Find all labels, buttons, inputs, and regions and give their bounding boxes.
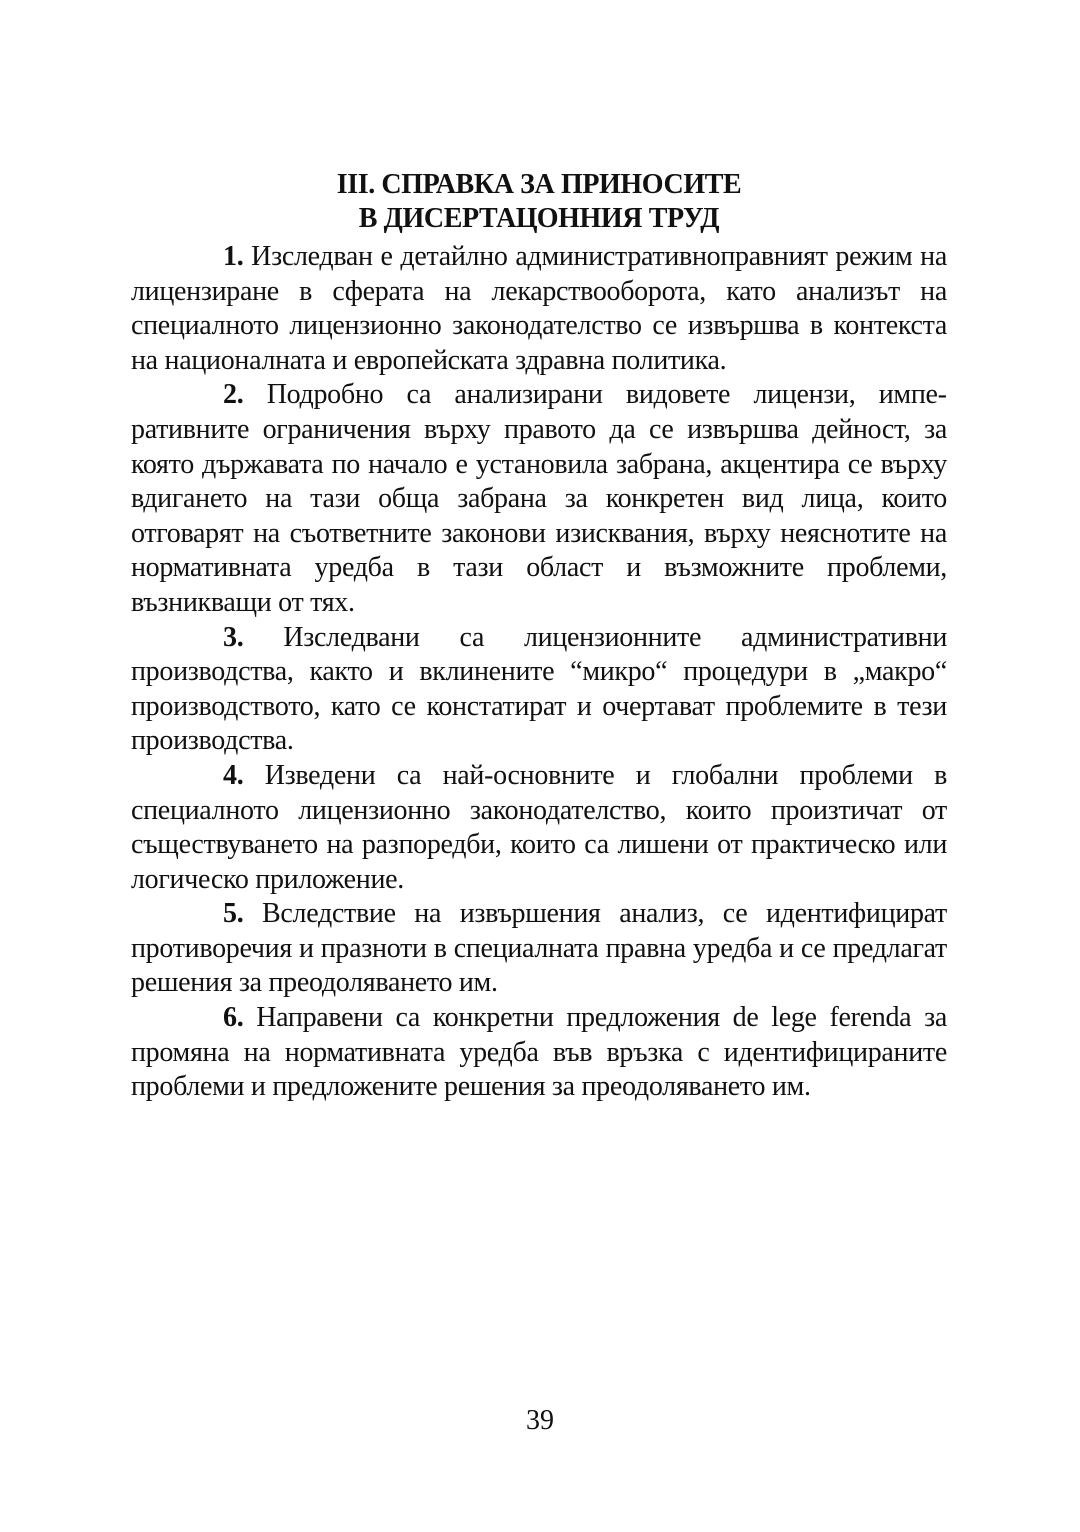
paragraph-number: 3. [223,621,244,653]
contribution-paragraph-1 [131,240,947,378]
paragraph-number: 5. [223,898,244,930]
paragraph-text: Изследвани са лицензионните административни производства, както и вклинените “микро“ процедури в „макро“ производството, като се констатират и очертават проблемите в тези производства. [131,621,947,757]
paragraph-number: 4. [223,759,244,791]
contribution-paragraph-5 [131,897,947,1001]
paragraph-text: Вследствие на извършения анализ, се идентифицират противоречия и празноти в специалната правна уредба и се предлагат решения за преодоляването им. [131,898,947,999]
section-title [131,168,947,236]
contribution-paragraph-3 [131,621,947,759]
paragraph-number: 1. [223,241,244,272]
paragraph-text: Направени са конкретни предложения de lege ferenda за промяна на нормативната уредба във връзка с идентифицираните проблеми и предложените решения за преодоляването им. [131,1002,947,1103]
page-number: 39 [526,1405,554,1436]
paragraph-number: 6. [223,1002,244,1034]
paragraph-number: 2. [223,379,244,411]
section-title-line-2: В ДИСЕРТАЦОННИЯ ТРУД [358,203,720,234]
contribution-paragraph-2 [131,378,947,620]
paragraph-text: Подробно са анализирани видовете лицензи, императивните ограничения върху правото да се извършва дейност, за която държавата по начало е установила забрана, акцентира се върху вдигането на тази обща забрана за конкретен вид лица, които отговарят на съответните законови изисквания, върху неяснотите на нормативната уредба в тази област и възможните проблеми, възникващи от тях. [131,379,947,618]
paragraph-text: Изведени са най-основните и глобални проблеми в специалното лицензионно законодателство, които произтичат от съществуването на разпоредби, които са лишени от практическо или логическо приложение. [131,759,948,895]
contributions-list [131,240,947,1105]
paragraph-text: Изследван е детайлно административноправният режим на лицензиране в сферата на лекарствооборота, като анализът на специалното лицензионно законодателство се извършва в контекста на националната и европейската здравна политика. [131,241,947,376]
contribution-paragraph-6 [131,1001,947,1105]
contribution-paragraph-4 [131,759,947,897]
section-title-line-1: III. СПРАВКА ЗА ПРИНОСИТЕ [336,169,742,200]
